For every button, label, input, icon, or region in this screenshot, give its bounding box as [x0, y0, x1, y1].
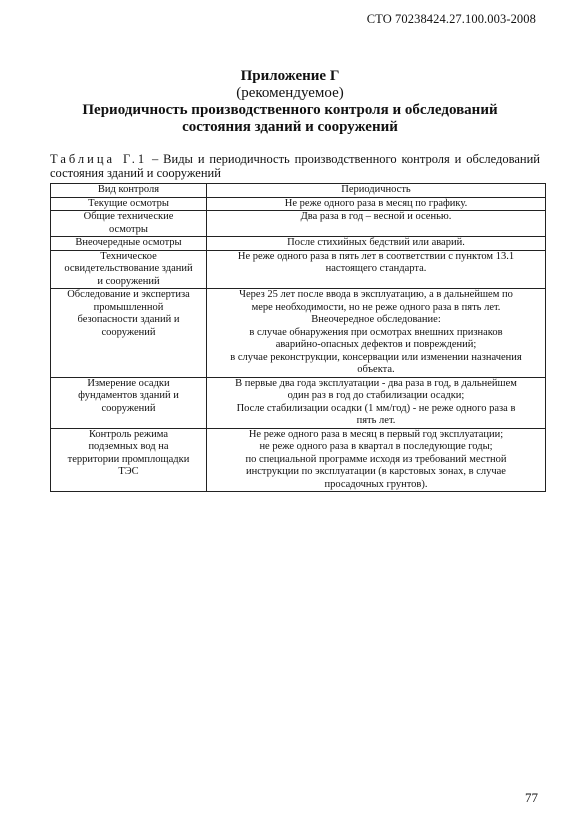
table-row [51, 377, 546, 428]
periodicity-cell [207, 289, 546, 378]
cell-text-line: Через 25 лет после ввода в эксплуатацию, а в дальнейшем по [239, 289, 513, 300]
cell-text-line: После стихийных бедствий или аварий. [287, 237, 465, 248]
cell-text-line: аварийно-опасных дефектов и повреждений; [275, 339, 477, 350]
appendix-title: Приложение Г [240, 68, 340, 84]
cell-text-line: не реже одного раза в квартал в последующие годы; [259, 441, 493, 452]
table-header-row [51, 184, 546, 198]
control-kind-cell [51, 211, 207, 237]
cell-text-line: Внеочередное обследование: [311, 314, 441, 325]
cell-text-line: сооружений [101, 326, 156, 338]
cell-text-line: в случае реконструкции, консервации или изменении назначения [230, 351, 522, 363]
column-header-period: Периодичность [207, 184, 546, 198]
cell-text-line: освидетельствование зданий [64, 263, 193, 274]
cell-text-line: по специальной программе исходя из требований местной [245, 453, 507, 465]
table-row [51, 237, 546, 251]
page-number: 77 [525, 790, 538, 805]
table-row [51, 250, 546, 289]
control-kind-cell [51, 289, 207, 378]
table-row [51, 428, 546, 492]
control-kind-cell [51, 250, 207, 289]
appendix-status: (рекомендуемое) [236, 85, 344, 101]
cell-text-line: В первые два года эксплуатации - два раза в год, в дальнейшем [235, 377, 517, 389]
control-kind-cell [51, 428, 207, 492]
cell-text-line: сооружений [101, 402, 156, 414]
periodicity-cell [207, 428, 546, 492]
table-caption [50, 152, 540, 180]
appendix-heading-line2: состояния зданий и сооружений [182, 119, 398, 135]
control-table [50, 183, 546, 492]
cell-text-line: в случае обнаружения при осмотрах внешних признаков [249, 326, 503, 338]
control-kind-cell [51, 377, 207, 428]
table-row [51, 197, 546, 211]
control-kind-cell [51, 237, 207, 251]
cell-text-line: Обследование и экспертиза [67, 289, 190, 300]
table-caption-label: Таблица Г.1 [50, 152, 148, 166]
periodicity-cell [207, 211, 546, 237]
cell-text-line: Текущие осмотры [88, 197, 169, 209]
cell-text-line: Два раза в год – весной и осенью. [300, 211, 452, 222]
periodicity-cell [207, 237, 546, 251]
cell-text-line: и сооружений [97, 275, 160, 287]
cell-text-line: Техническое [100, 250, 157, 262]
control-kind-cell [51, 197, 207, 211]
cell-text-line: Внеочередные осмотры [75, 237, 182, 248]
appendix-heading-line1: Периодичность производственного контроля и обследований [82, 102, 498, 118]
table-caption-text: – Виды и периодичность производственного контроля и обследований состояния зданий и сооружений [50, 152, 540, 180]
periodicity-cell [207, 197, 546, 211]
table-row [51, 211, 546, 237]
cell-text-line: Не реже одного раза в месяц по графику. [284, 197, 468, 209]
cell-text-line: Контроль режима [88, 428, 169, 440]
cell-text-line: Общие технические [83, 211, 174, 222]
cell-text-line: После стабилизации осадки (1 мм/год) - не реже одного раза в [236, 402, 516, 414]
cell-text-line: промышленной [93, 301, 164, 313]
document-code: СТО 70238424.27.100.003-2008 [366, 12, 536, 26]
cell-text-line: осмотры [109, 223, 148, 235]
cell-text-line: Не реже одного раза в месяц в первый год эксплуатации; [248, 428, 504, 440]
periodicity-cell [207, 250, 546, 289]
cell-text-line: ТЭС [118, 466, 139, 477]
cell-text-line: объекта. [357, 364, 395, 375]
cell-text-line: мере необходимости, но не реже одного раза в пять лет. [251, 301, 501, 313]
table-body [51, 197, 546, 492]
cell-text-line: безопасности зданий и [77, 314, 180, 325]
cell-text-line: Не реже одного раза в пять лет в соответствии с пунктом 13.1 [237, 250, 515, 262]
table-row [51, 289, 546, 378]
title-block [40, 68, 540, 136]
cell-text-line: подземных вод на [88, 441, 169, 452]
periodicity-cell [207, 377, 546, 428]
column-header-kind: Вид контроля [51, 184, 207, 198]
cell-text-line: территории промплощадки [67, 453, 190, 465]
cell-text-line: просадочных грунтов). [324, 478, 428, 490]
cell-text-line: Измерение осадки [87, 377, 170, 389]
cell-text-line: один раз в год до стабилизации осадки; [287, 390, 465, 401]
cell-text-line: фундаментов зданий и [78, 390, 179, 401]
cell-text-line: пять лет. [356, 415, 396, 426]
cell-text-line: инструкции по эксплуатации (в карстовых зонах, в случае [246, 466, 506, 477]
cell-text-line: настоящего стандарта. [325, 263, 427, 274]
